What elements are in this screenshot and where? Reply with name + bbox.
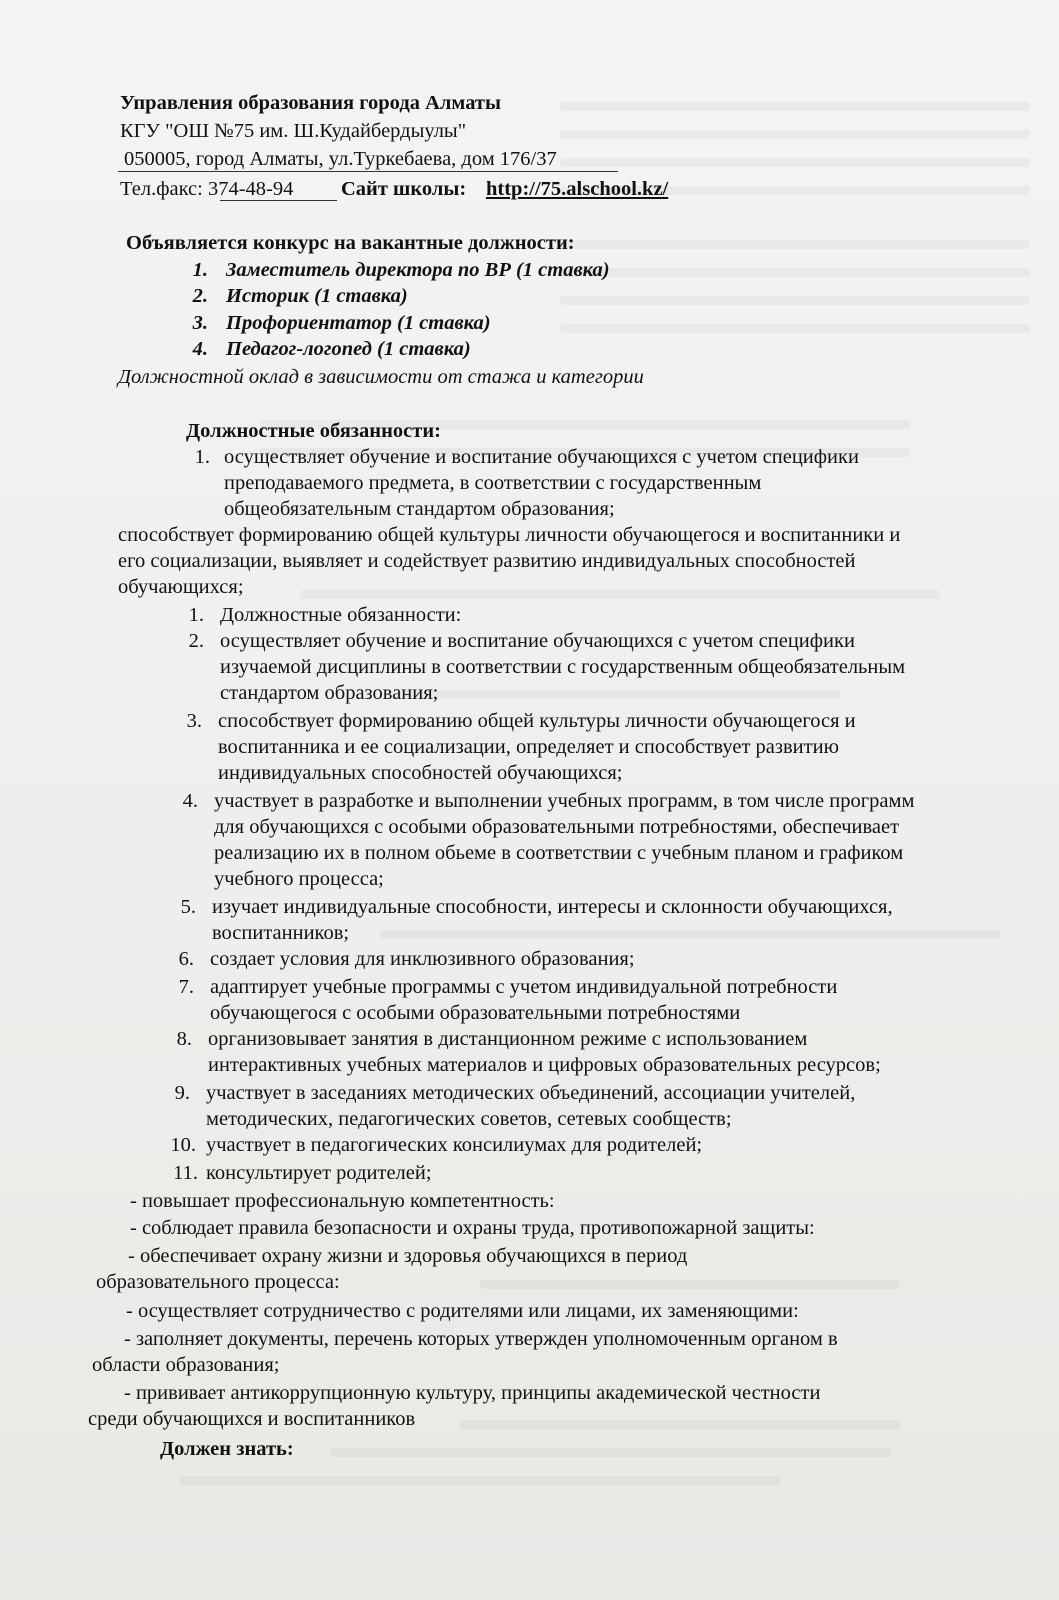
duty-line: обучающегося с особыми образовательными потребностями [210,1002,741,1024]
duty-number: 6. [178,948,194,970]
duty-line: участвует в разработке и выполнении учебных программ, в том числе программ [214,790,915,812]
duty-number: 5. [180,896,196,918]
header-rule [118,171,618,172]
dash-item: - осуществляет сотрудничество с родителями или лицами, их заменяющими: [126,1300,799,1322]
duty-line: воспитанников; [212,922,350,944]
school-name: КГУ "ОШ №75 им. Ш.Кудайбердыулы" [120,120,467,142]
dash-item: - заполняет документы, перечень которых утвержден уполномоченным органом в [124,1328,838,1350]
duty-line: реализацию их в полном обьеме в соответствии с учебным планом и графиком [214,842,904,864]
duty-number: 4. [182,790,198,812]
duty-number: 10. [170,1134,196,1156]
duty-number: 7. [178,976,194,998]
duty-line: учебного процесса; [214,868,384,890]
site-link[interactable]: http://75.alschool.kz/ [486,178,669,200]
vacancy-item: Заместитель директора по ВР (1 ставка) [226,259,610,281]
vacancies-heading: Объявляется конкурс на вакантные должности: [126,232,575,254]
duty-line: изучаемой дисциплины в соответствии с государственным общеобязательным [220,656,906,678]
duty-line: стандартом образования; [220,682,439,704]
site-label: Сайт школы: [341,178,467,200]
duty-line: участвует в заседаниях методических объединений, ассоциации учителей, [206,1082,856,1104]
dash-item: - соблюдает правила безопасности и охраны труда, противопожарной защиты: [130,1217,815,1239]
duty-line: адаптирует учебные программы с учетом индивидуальной потребности [210,976,838,998]
duty-line: участвует в педагогических консилиумах для родителей; [206,1134,703,1156]
dash-item-cont: образовательного процесса: [96,1271,340,1293]
duty-number: 9. [174,1082,190,1104]
duty-line: индивидуальных способностей обучающихся; [218,762,623,784]
duty-line: преподаваемого предмета, в соответствии с государственным [224,472,762,494]
duty-number: 1. [188,604,204,626]
dash-item-cont: среди обучающихся и воспитанников [88,1408,416,1430]
duty-line: общеобязательным стандартом образования; [224,498,615,520]
duty-line: консультирует родителей; [206,1162,432,1184]
duty-line: способствует формированию общей культуры личности обучающегося и [218,710,856,732]
vacancy-number: 3. [192,312,208,334]
duty-line: осуществляет обучение и воспитание обучающихся с учетом специфики [220,630,855,652]
duty-line: создает условия для инклюзивного образования; [210,948,635,970]
duties-heading: Должностные обязанности: [186,420,441,442]
duty-paragraph-line: способствует формированию общей культуры личности обучающегося и воспитанники и [118,524,901,546]
dash-item: - повышает профессиональную компетентность: [130,1190,555,1212]
duty-paragraph-line: обучающихся; [118,576,244,598]
duty-number: 3. [186,710,202,732]
must-know-heading: Должен знать: [160,1438,294,1460]
duty-line: Должностные обязанности: [220,604,462,626]
vacancy-item: Историк (1 ставка) [226,285,408,307]
duty-line: воспитанника и ее социализации, определяет и способствует развитию [218,736,839,758]
dash-item: - обеспечивает охрану жизни и здоровья обучающихся в период [128,1245,688,1267]
vacancy-number: 1. [192,259,208,281]
org-name: Управления образования города Алматы [120,92,502,114]
duty-line: осуществляет обучение и воспитание обучающихся с учетом специфики [224,446,859,468]
school-address: 050005, город Алматы, ул.Туркебаева, дом 176/37 [124,148,557,170]
duty-line: методических, педагогических советов, сетевых сообществ; [206,1108,732,1130]
phone-fax: Тел.факс: 374-48-94 [120,178,294,200]
vacancy-number: 2. [192,285,208,307]
duty-line: для обучающихся с особыми образовательными потребностями, обеспечивает [214,816,900,838]
duty-paragraph-line: его социализации, выявляет и содействует развитию индивидуальных способностей [118,550,856,572]
duty-line: интерактивных учебных материалов и цифровых образовательных ресурсов; [208,1054,881,1076]
phone-underline [220,200,337,201]
vacancy-item: Педагог-логопед (1 ставка) [226,338,471,360]
duty-number: 1. [194,446,210,468]
duty-line: изучает индивидуальные способности, интересы и склонности обучающихся, [212,896,893,918]
dash-item-cont: области образования; [92,1354,280,1376]
dash-item: - прививает антикоррупционную культуру, принципы академической честности [124,1382,821,1404]
duty-number: 11. [173,1162,198,1184]
duty-number: 8. [176,1028,192,1050]
salary-note: Должностной оклад в зависимости от стажа и категории [118,366,644,388]
vacancy-number: 4. [192,338,208,360]
duty-line: организовывает занятия в дистанционном режиме с использованием [208,1028,808,1050]
duty-number: 2. [188,630,204,652]
vacancy-item: Профориентатор (1 ставка) [226,312,491,334]
